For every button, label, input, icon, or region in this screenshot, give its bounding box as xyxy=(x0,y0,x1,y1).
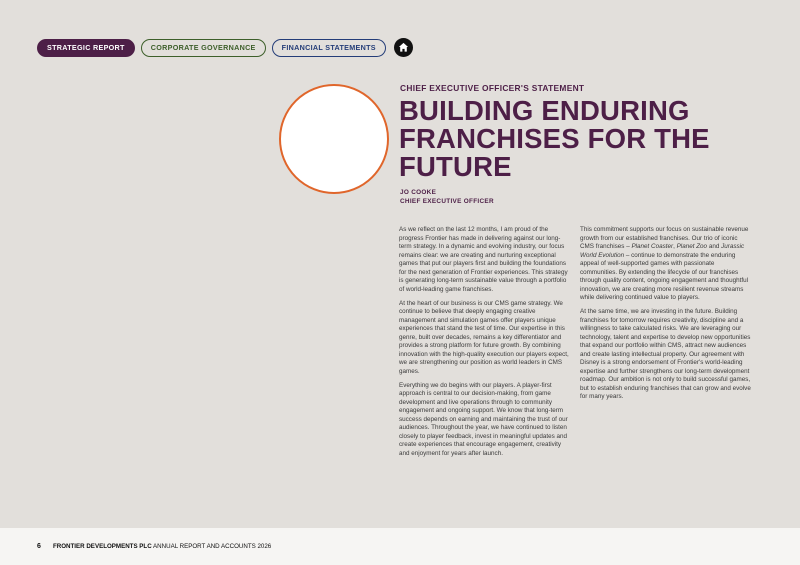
body-paragraph xyxy=(580,226,752,303)
body-text: , xyxy=(673,243,677,250)
body-text: This commitment supports our focus on sustainable revenue growth from our established franchises. Our trio of iconic CMS franchises – xyxy=(580,226,749,250)
section-nav xyxy=(37,38,413,57)
body-paragraph: At the heart of our business is our CMS game strategy. We continue to believe that deeply engaging creative management and simulation games offer players unique experiences that stand the test of time. Our expertise in this genre, built over decades, remains a key differentiator and provides a strong platform for future growth. By combining innovation with the high-quality execution our players expect, we are strengthening our position as world leaders in CMS games. xyxy=(399,299,569,375)
ceo-portrait-frame xyxy=(279,84,389,194)
game-title: Jurassic World Evolution xyxy=(580,243,745,259)
tab-corporate-governance[interactable]: CORPORATE GOVERNANCE xyxy=(141,39,266,57)
author-title: CHIEF EXECUTIVE OFFICER xyxy=(400,198,494,205)
publication-label xyxy=(53,543,271,550)
body-paragraph: At the same time, we are investing in the future. Building franchises for tomorrow requires creativity, discipline and a willingness to take calculated risks. We are leveraging our technology, talent and expertise to develop new opportunities that expand our portfolio within CMS, attract new audiences and create lasting intellectual property. Our agreement with Disney is a strong endorsement of Frontier's world-leading expertise and further strengthens our long-term development roadmap. Our ambition is not only to build successful games, but to establish enduring franchises that can grow and evolve for many years. xyxy=(580,308,751,400)
home-button[interactable] xyxy=(394,38,413,57)
game-title: Planet Zoo xyxy=(676,243,708,250)
body-column-right xyxy=(580,226,752,407)
page-title: BUILDING ENDURING FRANCHISES FOR THE FUTURE xyxy=(399,95,710,182)
tab-financial-statements[interactable]: FINANCIAL STATEMENTS xyxy=(272,39,386,57)
page-footer xyxy=(0,528,800,565)
body-text: and xyxy=(707,243,722,250)
report-name: ANNUAL REPORT AND ACCOUNTS 2026 xyxy=(151,543,272,550)
body-column-left xyxy=(399,226,571,464)
section-kicker: CHIEF EXECUTIVE OFFICER'S STATEMENT xyxy=(400,83,585,93)
tab-strategic-report[interactable]: STRATEGIC REPORT xyxy=(37,39,135,57)
home-icon xyxy=(398,42,409,53)
author-block xyxy=(400,188,494,206)
page-number: 6 xyxy=(37,543,41,550)
company-name: FRONTIER DEVELOPMENTS PLC xyxy=(53,543,152,550)
body-paragraph: Everything we do begins with our players. A player-first approach is central to our decision-making, from game development and live operations through to community engagement and ongoing support. We know that long-term success depends on earning and maintaining the trust of our audiences. Throughout the year, we have continued to listen closely to player feedback, invest in meaningful updates and create experiences that encourage engagement, creativity and enjoyment for years after launch. xyxy=(399,381,568,457)
body-paragraph: As we reflect on the last 12 months, I am proud of the progress Frontier has made in delivering against our long-term strategy. In a dynamic and evolving industry, our focus remains clear: we are creating and nurturing exceptional games that put our players first and building the foundations for the next generation of Frontier experiences. This strategy is generating long-term sustainable value through a portfolio of world-leading game franchises. xyxy=(399,226,568,293)
game-title: Planet Coaster xyxy=(631,243,674,250)
body-text: – continue to demonstrate the enduring appeal of well-supported games with passionate communities. By extending the lifecycle of our franchises through quality content, ongoing engagement and thoughtful innovation, we are creating more resilient revenue streams while delivering continued value to players. xyxy=(580,251,749,301)
author-name: JO COOKE xyxy=(400,189,437,196)
